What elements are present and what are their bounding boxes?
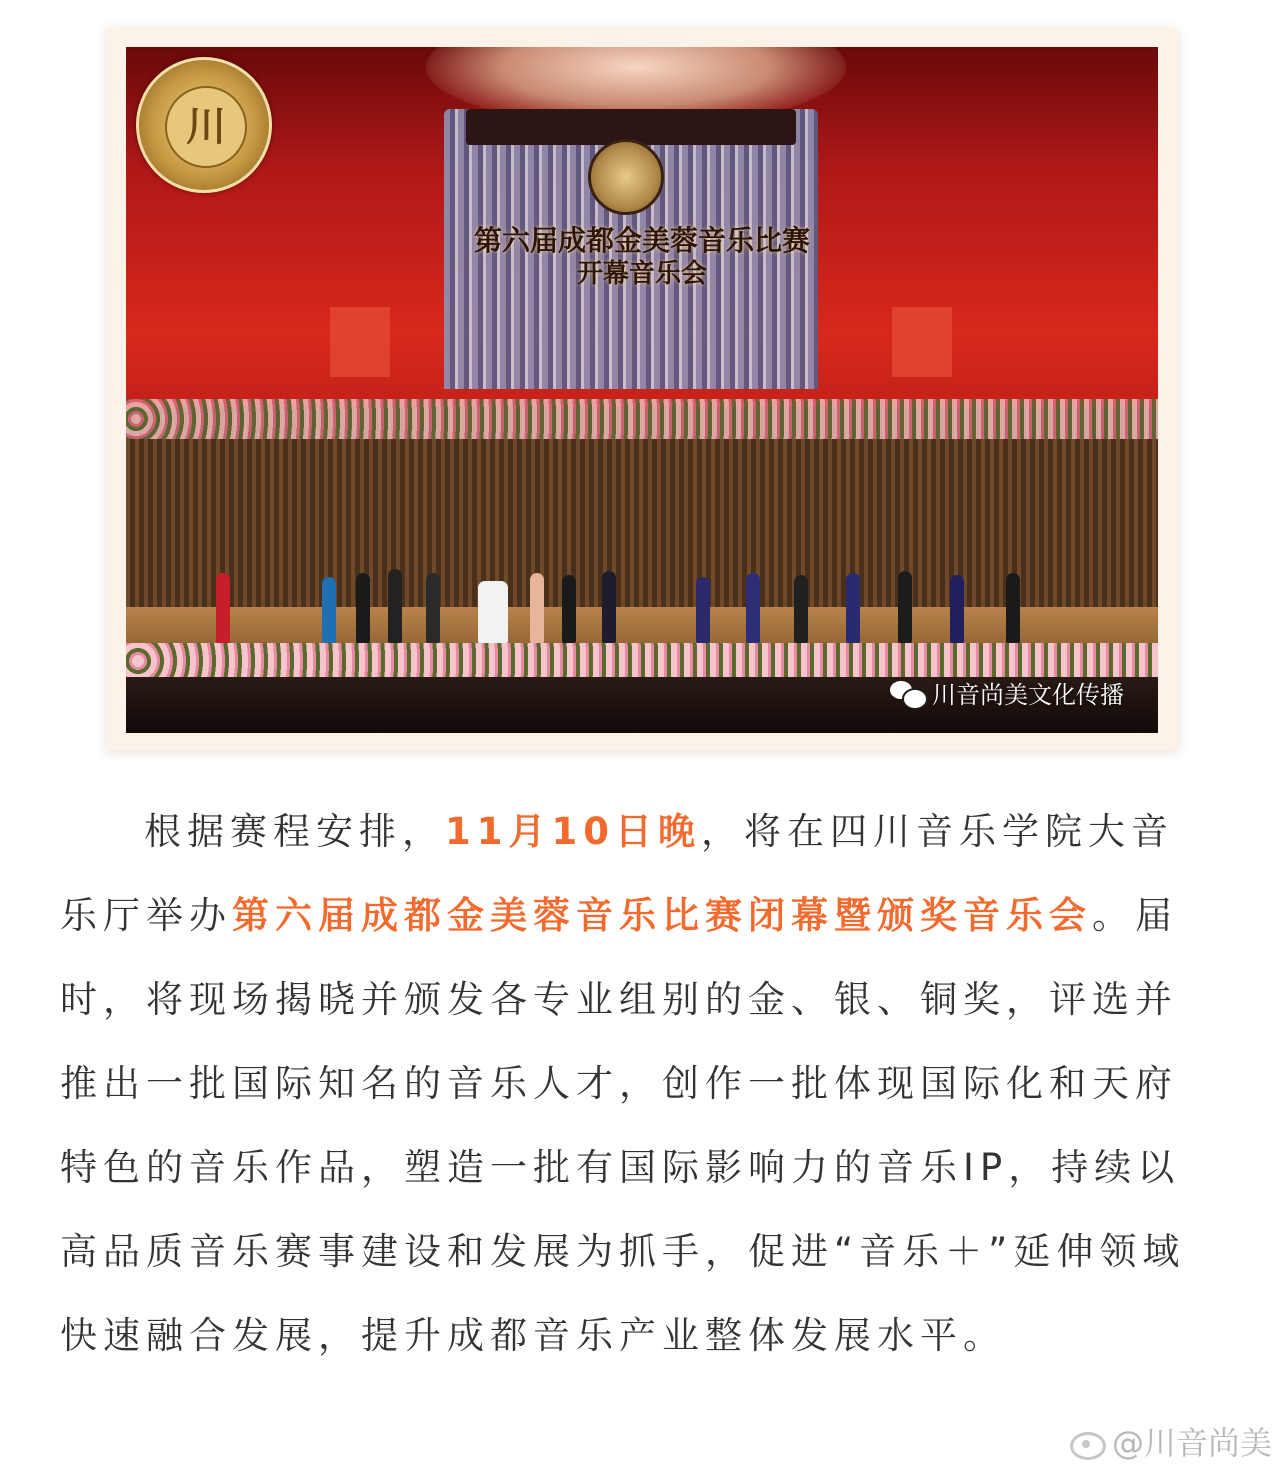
text-segment: ，将在四川音乐学院大音乐厅举办 [60,810,1174,937]
performer [746,573,760,643]
text-segment: 。届时，将现场揭晓并颁发各专业组别的金、银、铜奖，评选并推出一批国际知名的音乐人才，创作一批体现国际化和天府特色的音乐作品，塑造一批有国际影响力的音乐IP，持续以高品质音乐赛事建设和发展为抓手，促进“音乐＋”延伸领域快速融合发展，提升成都音乐产业整体发展水平。 [60,894,1186,1357]
organ-emblem-icon [588,139,664,215]
highlight-event-name: 第六届成都金美蓉音乐比赛闭幕暨颁奖音乐会 [232,894,1092,937]
photo-frame [106,28,1178,750]
side-panel [892,307,952,377]
highlight-date: 11月10日晚 [445,810,701,853]
performer [898,571,912,643]
performer [356,573,370,643]
weibo-icon [1068,1426,1108,1456]
performer [478,581,508,643]
article-paragraph [60,790,1190,1378]
performer [696,577,710,643]
performer [322,577,336,643]
performer [426,573,440,643]
performer [794,575,808,643]
performer [602,571,616,643]
wechat-icon [890,679,926,707]
performer [846,573,860,643]
performer [530,573,544,643]
performer [388,569,402,643]
photo-watermark-text: 川音尚美文化传播 [932,681,1124,709]
side-panel [330,307,390,377]
text-segment: 根据赛程安排， [144,810,445,853]
performer [950,575,964,643]
logo-mark: 川 [186,104,226,150]
performer [216,573,230,643]
flower-row [126,399,1158,439]
competition-logo [136,57,272,193]
weibo-watermark [1068,1418,1272,1464]
logo-inner [165,86,247,168]
article-body [60,790,1190,1378]
photo-watermark [890,675,1124,710]
banner-subtitle: 开幕音乐会 [576,259,707,289]
performer [1006,573,1020,643]
banner-title: 第六届成都金美蓉音乐比赛 [473,224,810,257]
performer [562,575,576,643]
concert-photo [126,47,1158,733]
weibo-watermark-text: @川音尚美 [1111,1424,1272,1462]
